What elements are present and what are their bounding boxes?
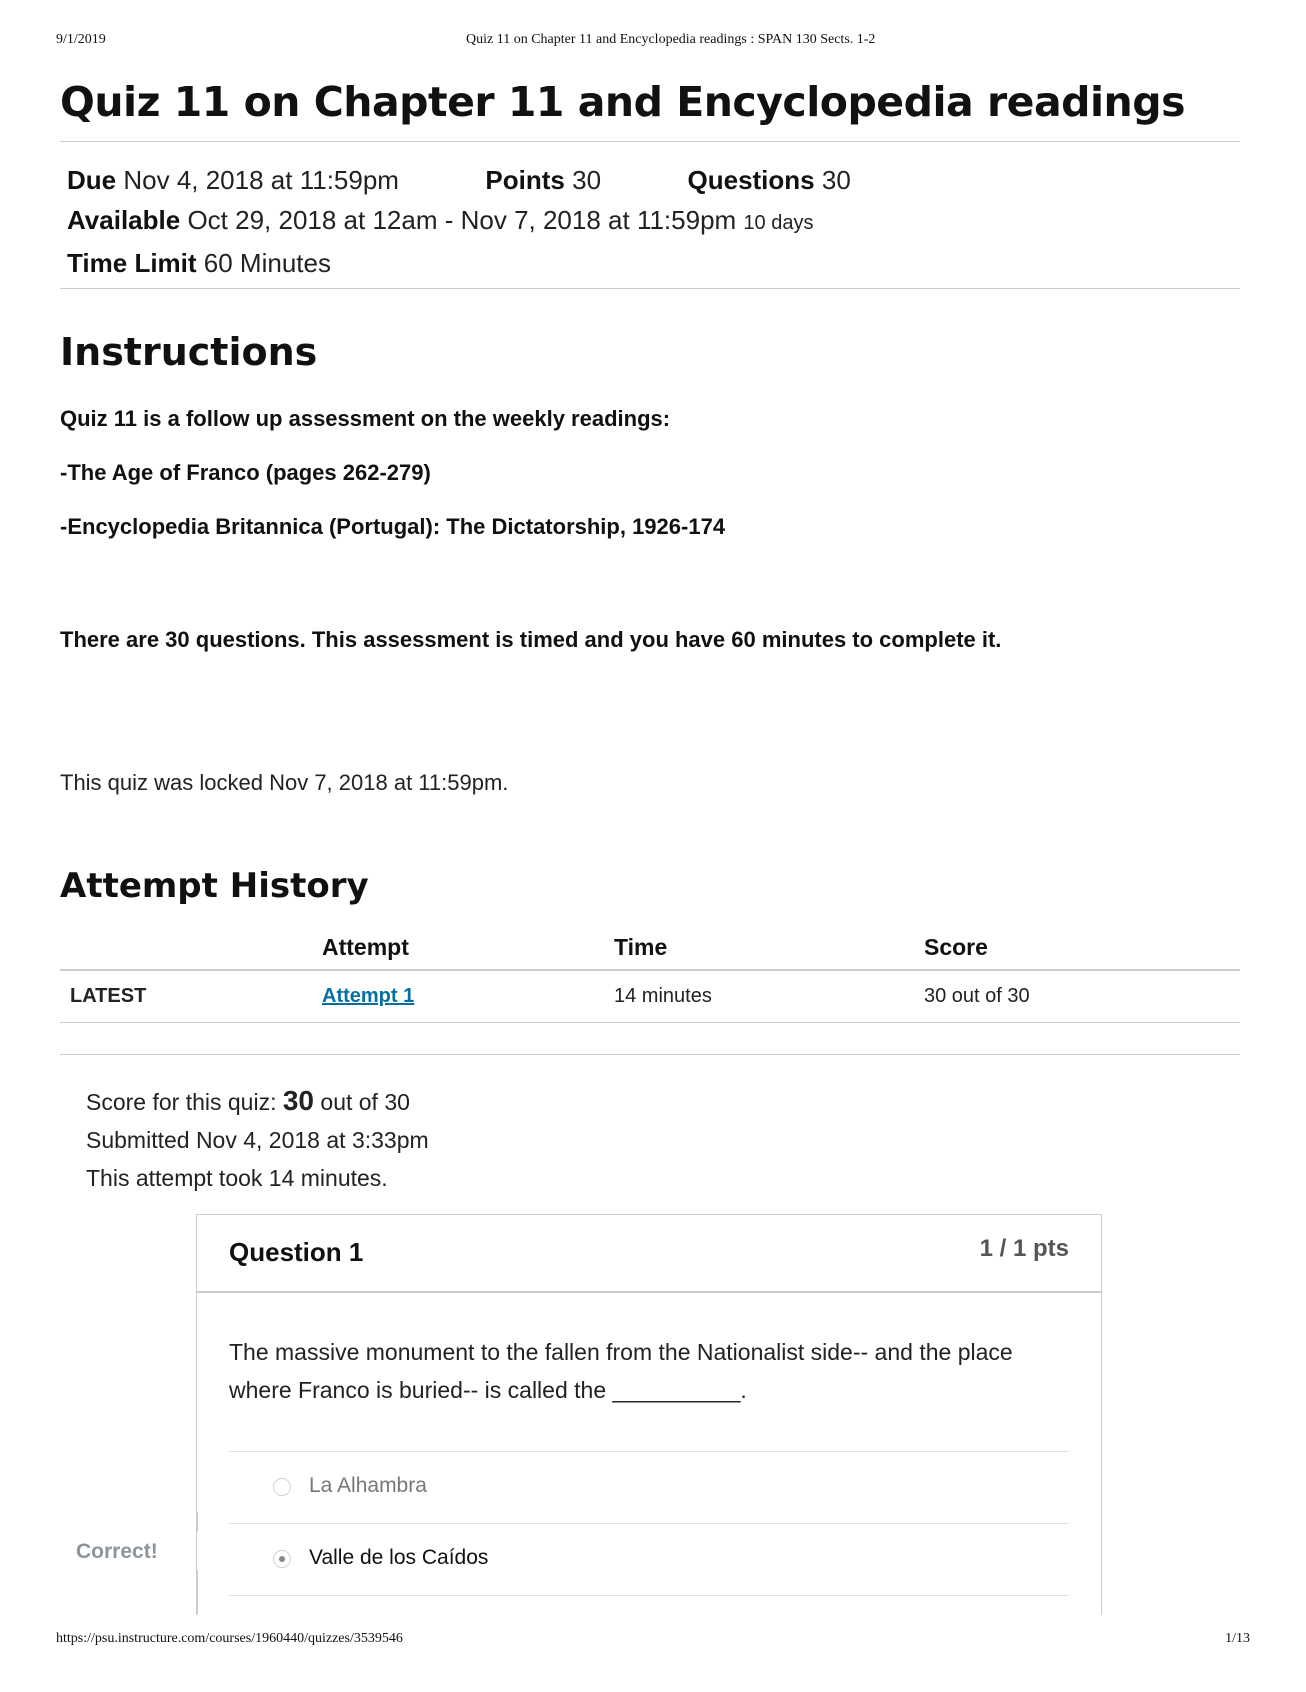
instructions-line: There are 30 questions. This assessment is timed and you have 60 minutes to complete it.	[60, 627, 1002, 652]
points-label: Points	[485, 165, 565, 195]
quiz-title: Quiz 11 on Chapter 11 and Encyclopedia readings	[60, 78, 1185, 126]
radio-icon[interactable]	[273, 1478, 291, 1496]
available-value: Oct 29, 2018 at 12am - Nov 7, 2018 at 11:59pm	[187, 205, 737, 235]
question-points: 1 / 1 pts	[979, 1235, 1069, 1262]
column-header: Score	[924, 928, 1240, 970]
attempt-history-table	[60, 928, 1240, 1023]
divider	[60, 288, 1240, 289]
submitted-line: Submitted Nov 4, 2018 at 3:33pm	[86, 1127, 429, 1153]
column-header: Attempt	[322, 928, 614, 970]
available-label: Available	[67, 205, 181, 235]
meta-row-available	[67, 200, 851, 243]
print-doc-title: Quiz 11 on Chapter 11 and Encyclopedia readings : SPAN 130 Sects. 1-2	[466, 32, 876, 47]
score-prefix: Score for this quiz:	[86, 1089, 283, 1115]
column-header	[60, 928, 322, 970]
attempt-link[interactable]: Attempt 1	[322, 985, 415, 1007]
question-header	[197, 1215, 1101, 1293]
answer-option[interactable]	[229, 1451, 1069, 1524]
table-header-row	[60, 928, 1240, 970]
due-value: Nov 4, 2018 at 11:59pm	[123, 165, 399, 195]
available-duration: 10 days	[743, 212, 814, 234]
questions-label: Questions	[687, 165, 815, 195]
points-value: 30	[572, 165, 602, 195]
table-row	[60, 970, 1240, 1023]
question-text: The massive monument to the fallen from the Nationalist side-- and the place where Franco is buried-- is called the __________.	[229, 1339, 1013, 1403]
due-label: Due	[67, 165, 117, 195]
score-line	[86, 1082, 429, 1121]
questions-value: 30	[821, 165, 851, 195]
instructions-line: Quiz 11 is a follow up assessment on the weekly readings:	[60, 406, 671, 431]
answer-divider	[229, 1595, 1069, 1615]
time-cell: 14 minutes	[614, 970, 924, 1023]
attempt-cell	[322, 970, 614, 1023]
print-page-number: 1/13	[1225, 1631, 1250, 1646]
locked-notice: This quiz was locked Nov 7, 2018 at 11:59pm.	[60, 770, 509, 795]
score-value: 30	[282, 1085, 315, 1116]
score-cell: 30 out of 30	[924, 970, 1240, 1023]
divider	[196, 1570, 198, 1614]
question-card	[196, 1214, 1102, 1615]
radio-checked-icon[interactable]	[273, 1550, 291, 1568]
answer-label: Valle de los Caídos	[309, 1546, 489, 1569]
divider	[60, 141, 1240, 142]
instructions-line: -Encyclopedia Britannica (Portugal): The Dictatorship, 1926-174	[60, 514, 726, 539]
instructions-heading: Instructions	[60, 330, 318, 374]
correct-flag: Correct!	[76, 1540, 158, 1563]
instructions-line: -The Age of Franco (pages 262-279)	[60, 460, 431, 485]
attempt-history-heading: Attempt History	[60, 866, 369, 906]
question-title: Question 1	[229, 1237, 364, 1267]
score-suffix: out of 30	[314, 1089, 410, 1115]
meta-row-time-limit	[67, 243, 851, 283]
time-limit-label: Time Limit	[67, 248, 197, 278]
column-header: Time	[614, 928, 924, 970]
print-url: https://psu.instructure.com/courses/1960440/quizzes/3539546	[56, 1631, 403, 1646]
meta-row-due	[67, 160, 851, 200]
duration-line: This attempt took 14 minutes.	[86, 1165, 388, 1191]
divider	[196, 1512, 198, 1532]
latest-tag: LATEST	[60, 970, 322, 1023]
divider	[60, 1054, 1240, 1055]
answer-option-selected[interactable]	[229, 1523, 1069, 1596]
print-date: 9/1/2019	[56, 32, 106, 47]
score-summary	[86, 1082, 429, 1197]
quiz-meta	[67, 160, 851, 283]
time-limit-value: 60 Minutes	[203, 248, 331, 278]
answer-label: La Alhambra	[309, 1474, 427, 1497]
